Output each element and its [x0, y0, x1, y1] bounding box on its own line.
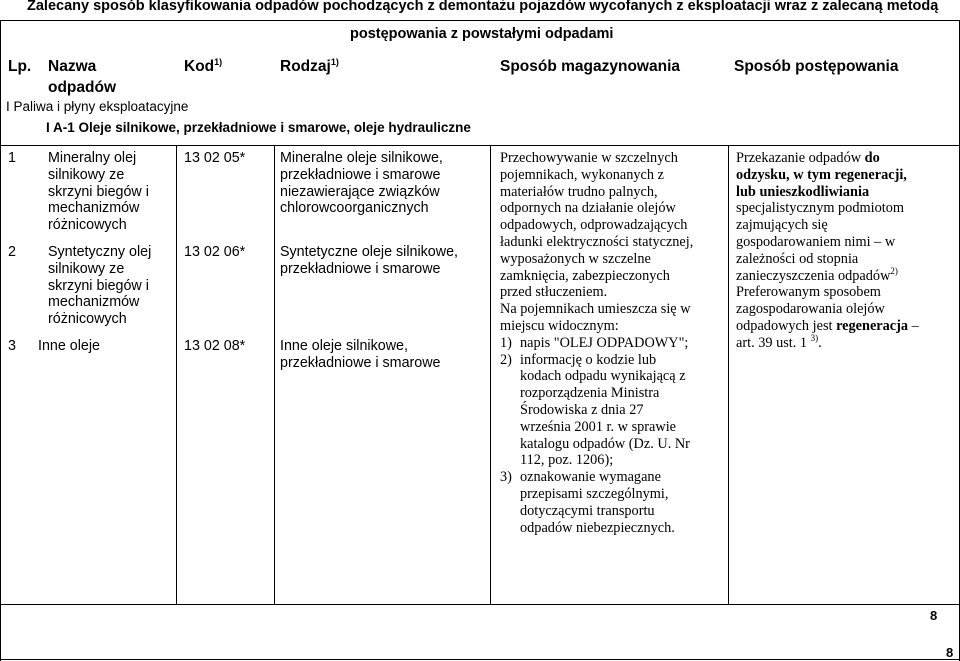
row1-rodzaj: Mineralne oleje silnikowe, przekładniowe i smarowe niezawierające związków chlorowcoorganicznych	[280, 150, 443, 217]
list-item: 2) informację o kodzie lub kodach odpadu wynikającą z rozporządzenia Ministra Środowiska z dnia 27 września 2001 r. w sprawie katalogu odpadów (Dz. U. Nr 112, poz. 1206);	[500, 351, 690, 469]
table-bottom-rule	[0, 604, 960, 605]
header-magazynowanie: Sposób magazynowania	[500, 58, 681, 75]
box-number: 8	[930, 608, 938, 623]
header-odpadow: odpadów	[48, 79, 117, 96]
subcategory-label: I A-1 Oleje silnikowe, przekładniowe i smarowe, oleje hydrauliczne	[46, 120, 471, 135]
storage-method: Przechowywanie w szczelnych pojemnikach, wykonanych z materiałów trudno palnych, odpornych na działanie olejów odpadowych, odprowadzających ładunki elektryczności statycznej, wyposażonych w szczelne zamknięcia, zabezpieczonych przed stłuczeniem. Na pojemnikach umieszcza się w miejscu widocznym: 1) napis "OLEJ ODPADOWY"; 2) informację o kodzie lub kodach odpadu wynikającą z rozporządzenia Ministra Środowiska z dnia 27 września 2001 r. w sprawie katalogu odpadów (Dz. U. Nr 112, poz. 1206); 3) oznakowanie wymagane przepisami szczególnymi, dotyczącymi transportu odpadów niebezpiecznych.	[500, 150, 726, 536]
row3-nazwa: Inne oleje	[38, 338, 101, 354]
col-sep-1	[176, 145, 177, 605]
header-rodzaj: Rodzaj$^{1)}$	[280, 56, 339, 75]
header-lp: Lp.	[8, 58, 32, 75]
page-number: 8	[946, 645, 954, 660]
list-item: 3) oznakowanie wymagane przepisami szczególnymi, dotyczącymi transportu odpadów niebezpiecznych.	[500, 469, 675, 536]
list-item: 1) napis "OLEJ ODPADOWY";	[500, 334, 689, 351]
row3-kod: 13 02 08*	[184, 338, 246, 354]
header-bottom-rule	[0, 145, 960, 146]
row2-kod: 13 02 06*	[184, 244, 246, 260]
row2-nazwa: Syntetyczny olej silnikowy ze skrzyni biegów i mechanizmów różnicowych	[48, 244, 152, 328]
row1-lp: 1	[8, 150, 16, 166]
row3-lp: 3	[8, 338, 16, 354]
header-kod: Kod$^{1)}$	[184, 56, 223, 75]
category-label: I Paliwa i płyny eksploatacyjne	[6, 99, 189, 114]
header-nazwa: Nazwa	[48, 58, 97, 75]
storage-label-list	[500, 335, 726, 537]
document-title-line1: Zalecany sposób klasyfikowania odpadów pochodzących z demontażu pojazdów wycofanych z eksploatacji wraz z zalecaną metodą	[27, 0, 939, 14]
row1-kod: 13 02 05*	[184, 150, 246, 166]
row1-nazwa: Mineralny olej silnikowy ze skrzyni biegów i mechanizmów różnicowych	[48, 150, 149, 234]
header-postepowanie: Sposób postępowania	[734, 58, 899, 75]
document-title-line2: postępowania z powstałymi odpadami	[350, 26, 614, 42]
col-sep-3	[490, 145, 491, 605]
col-sep-2	[274, 145, 275, 605]
title-rule	[0, 20, 960, 21]
frame-left	[0, 21, 1, 661]
handling-method: Przekazanie odpadów do odzysku, w tym regeneracji, lub unieszkodliwiania specjalistycznym podmiotom zajmujących się gospodarowaniem nimi – w zależności od stopnia zanieczyszczenia odpadów$^{2)}$ Preferowanym sposobem zagospodarowania olejów odpadowych jest regeneracja – art. 39 ust. 1 $^{3)}$.	[736, 150, 919, 351]
row2-lp: 2	[8, 244, 16, 260]
col-sep-4	[728, 145, 729, 605]
row3-rodzaj: Inne oleje silnikowe, przekładniowe i smarowe	[280, 338, 441, 371]
row2-rodzaj: Syntetyczne oleje silnikowe, przekładniowe i smarowe	[280, 244, 459, 277]
